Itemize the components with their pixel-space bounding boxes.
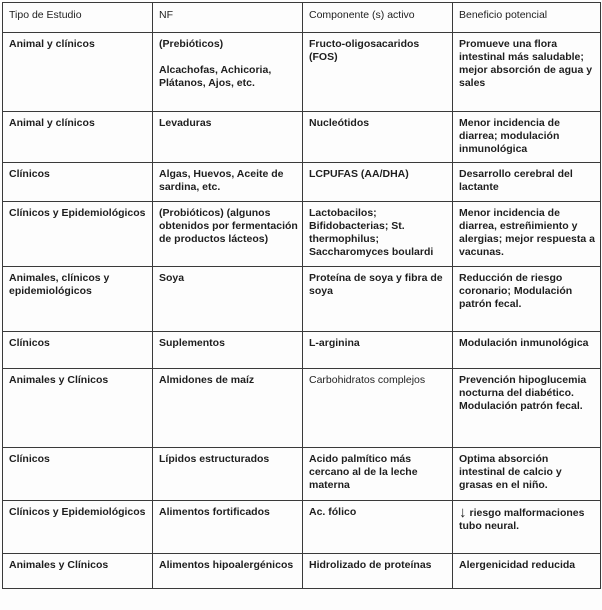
cell-tipo: Clínicos	[3, 332, 153, 369]
cell-nf: Lípidos estructurados	[153, 448, 303, 501]
cell-beneficio: Optima absorción intestinal de calcio y grasas en el niño.	[453, 448, 601, 501]
cell-beneficio: Reducción de riesgo coronario; Modulación patrón fecal.	[453, 267, 601, 332]
cell-componente: Hidrolizado de proteínas	[303, 554, 453, 589]
cell-componente: Nucleótidos	[303, 112, 453, 163]
cell-tipo: Clínicos	[3, 448, 153, 501]
table-row	[3, 448, 601, 501]
cell-nf: (Probióticos) (algunos obtenidos por fermentación de productos lácteos)	[153, 202, 303, 267]
table-row	[3, 554, 601, 589]
table-row	[3, 501, 601, 554]
cell-beneficio: Menor incidencia de diarrea, estreñimiento y alergias; mejor respuesta a vacunas.	[453, 202, 601, 267]
cell-componente: Ac. fólico	[303, 501, 453, 554]
cell-componente: Proteína de soya y fibra de soya	[303, 267, 453, 332]
cell-nf-line: (Prebióticos)	[159, 38, 224, 50]
cell-beneficio: Desarrollo cerebral del lactante	[453, 163, 601, 202]
cell-tipo: Animal y clínicos	[3, 112, 153, 163]
cell-componente: L-arginina	[303, 332, 453, 369]
cell-componente: LCPUFAS (AA/DHA)	[303, 163, 453, 202]
cell-nf: Alimentos fortificados	[153, 501, 303, 554]
cell-tipo: Clínicos	[3, 163, 153, 202]
cell-componente: Carbohidratos complejos	[303, 369, 453, 448]
cell-componente: Lactobacilos; Bifidobacterias; St. thermophilus; Saccharomyces boulardi	[303, 202, 453, 267]
cell-nf: Alimentos hipoalergénicos	[153, 554, 303, 589]
cell-nf: Algas, Huevos, Aceite de sardina, etc.	[153, 163, 303, 202]
cell-beneficio: Alergenicidad reducida	[453, 554, 601, 589]
cell-beneficio: Promueve una flora intestinal más saludable; mejor absorción de agua y sales	[453, 33, 601, 112]
table-row	[3, 267, 601, 332]
functional-foods-table	[2, 2, 601, 589]
cell-componente: Acido palmítico más cercano al de la leche materna	[303, 448, 453, 501]
table-row	[3, 369, 601, 448]
header-componente-activo: Componente (s) activo	[303, 3, 453, 33]
cell-beneficio: Menor incidencia de diarrea; modulación inmunológica	[453, 112, 601, 163]
table-header-row	[3, 3, 601, 33]
cell-beneficio: Modulación inmunológica	[453, 332, 601, 369]
down-arrow-icon: ↓	[459, 504, 467, 521]
table-row	[3, 163, 601, 202]
cell-nf	[153, 33, 303, 112]
header-nf: NF	[153, 3, 303, 33]
cell-beneficio: Prevención hipoglucemia nocturna del diabético. Modulación patrón fecal.	[453, 369, 601, 448]
cell-tipo: Animal y clínicos	[3, 33, 153, 112]
table-row	[3, 332, 601, 369]
cell-tipo: Animales, clínicos y epidemiológicos	[3, 267, 153, 332]
cell-nf: Levaduras	[153, 112, 303, 163]
cell-nf: Suplementos	[153, 332, 303, 369]
table-row	[3, 33, 601, 112]
cell-nf: Soya	[153, 267, 303, 332]
cell-nf-line: Alcachofas, Achicoria, Plátanos, Ajos, etc.	[159, 64, 272, 89]
cell-tipo: Animales y Clínicos	[3, 554, 153, 589]
cell-tipo: Clínicos y Epidemiológicos	[3, 202, 153, 267]
cell-tipo: Animales y Clínicos	[3, 369, 153, 448]
table-row	[3, 112, 601, 163]
header-beneficio-potencial: Beneficio potencial	[453, 3, 601, 33]
cell-tipo: Clínicos y Epidemiológicos	[3, 501, 153, 554]
cell-beneficio-text: riesgo malformaciones tubo neural.	[459, 507, 585, 532]
cell-componente: Fructo-oligosacaridos (FOS)	[303, 33, 453, 112]
cell-beneficio	[453, 501, 601, 554]
header-tipo-estudio: Tipo de Estudio	[3, 3, 153, 33]
table-row	[3, 202, 601, 267]
cell-nf: Almidones de maíz	[153, 369, 303, 448]
